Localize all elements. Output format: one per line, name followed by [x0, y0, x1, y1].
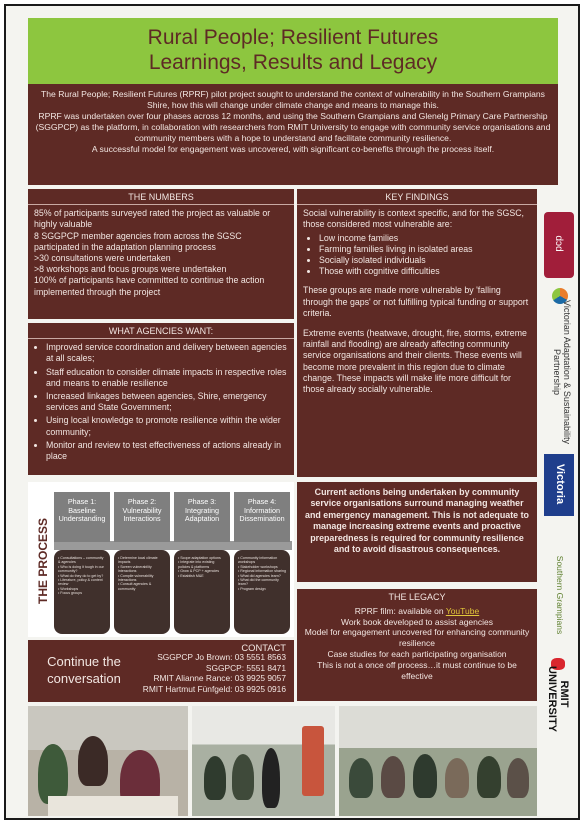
phase-item: • Who is doing it tough in our community?: [58, 565, 106, 574]
phase-1-header: Phase 1: Baseline Understanding: [54, 492, 110, 542]
phase-1-body: [54, 550, 110, 634]
phase-item: • Literature, policy & context review: [58, 578, 106, 587]
vulnerable-groups-list: [303, 233, 531, 278]
legacy-item: Work book developed to assist agencies: [341, 616, 493, 627]
phase-item: • Consultations – community & agencies: [58, 556, 106, 565]
findings-paragraph: Extreme events (heatwave, drought, fire, storms, extreme rainfall and flooding) are already affecting community service organisations and their clients. These events will become more prevalent in this region due to climate change. These impacts will make life more difficult for those already socially vulnerable.: [303, 328, 527, 395]
phase-2-body: [114, 550, 170, 634]
intro-paragraph: A successful model for engagement was uncovered, with significant co-benefits through the process itself.: [91, 144, 495, 154]
contact-heading: CONTACT: [241, 642, 286, 653]
phase-item: • Consult agencies & community: [118, 582, 166, 591]
phase-item: • What did agencies learn?: [238, 574, 286, 578]
phase-item: • Scope adaptation options: [178, 556, 226, 560]
intro-paragraph: The Rural People; Resilient Futures (RPRF) pilot project sought to understand the context of vulnerability in the Southern Grampians Shire, how this will change under climate change and means to manage this.: [41, 89, 545, 110]
phase-3-body: [174, 550, 230, 634]
phase-item: • Regional information sharing: [238, 569, 286, 573]
phase-3-header: Phase 3: Integrating Adaptation: [174, 492, 230, 542]
current-actions-text: Current actions being undertaken by community service organisations surround managing weather and emergency management. This is not adequate to manage increasing extreme events and proactive preparedness is required for community resilience and to avoid disastrous consequences.: [305, 487, 529, 555]
title-line-2: Learnings, Results and Legacy: [148, 51, 438, 74]
victoria-logo: Victoria: [544, 454, 574, 516]
rmit-logo: RMIT UNIVERSITY: [544, 658, 574, 706]
numbers-item: 85% of participants surveyed rated the project as valuable or highly valuable: [34, 208, 271, 230]
legacy-film-line: [303, 606, 531, 617]
numbers-item: >8 workshops and focus groups were undertaken: [34, 264, 227, 275]
agencies-panel: [28, 323, 294, 475]
legacy-item: This is not a once off process…it must continue to be effective: [317, 659, 517, 681]
agencies-item: • Monitor and review to test effectiveness of actions already in place: [46, 440, 288, 462]
phase-item: • Establish M&E: [178, 574, 226, 578]
phase-item: • Determine local climate impacts: [118, 556, 166, 565]
pcp-logo: pcp: [544, 212, 574, 278]
agencies-item: • Improved service coordination and delivery between agencies at all scales;: [46, 342, 288, 364]
agencies-item: • Using local knowledge to promote resilience within the wider community;: [46, 415, 288, 437]
legacy-item: Case studies for each participating organisation: [327, 648, 507, 659]
contact-line: SGGPCP: 5551 8471: [205, 662, 286, 673]
workshop-photo-1: [28, 706, 188, 816]
vulnerable-group: • Farming families living in isolated areas: [319, 244, 531, 255]
continue-conversation-text: Continue the conversation: [47, 654, 121, 686]
youtube-link[interactable]: YouTube: [445, 605, 480, 616]
contact-panel: [28, 640, 294, 702]
vicas-logo: Victorian Adaptation & Sustainability Partnership: [544, 288, 574, 448]
poster-header: [28, 18, 558, 84]
phase-4-header: Phase 4: Information Dissemination: [234, 492, 290, 542]
contact-lines: [143, 652, 286, 694]
phase-item: • Stakeholder workshops: [238, 565, 286, 569]
agencies-item: • Staff education to consider climate impacts in respective roles and means to enable resilience: [46, 367, 288, 389]
phase-item: • Community information workshops: [238, 556, 286, 565]
numbers-item: 100% of participants have committed to continue the action implemented through the project: [34, 275, 265, 297]
agencies-list: [34, 342, 288, 462]
phase-item: • Program design: [238, 587, 286, 591]
phase-item: • Workshops: [58, 587, 106, 591]
contact-line: RMIT Hartmut Fünfgeld: 03 9925 0916: [142, 683, 286, 694]
legacy-item: Model for engagement uncovered for enhancing community resilience: [304, 627, 530, 649]
title-line-1: Rural People; Resilient Futures: [147, 26, 439, 49]
findings-panel: [297, 189, 537, 477]
southern-grampians-logo: Southern Grampians: [555, 555, 565, 635]
vulnerable-group: • Low income families: [319, 233, 531, 244]
numbers-heading: THE NUMBERS: [28, 192, 294, 205]
phase-item: • What did the community learn?: [238, 578, 286, 587]
process-label-text: THE PROCESS: [36, 518, 50, 605]
agencies-heading: WHAT AGENCIES WANT:: [28, 326, 294, 339]
process-arrow-bar: [54, 541, 292, 550]
findings-paragraph: These groups are made more vulnerable by 'falling through the gaps' or not fulfilling typical funding or support criteria.: [303, 285, 529, 318]
phase-item: • Integrate into existing policies & platforms: [178, 560, 226, 569]
workshop-photo-2: [192, 706, 335, 816]
process-diagram: [28, 482, 294, 637]
numbers-panel: [28, 189, 294, 319]
process-label: [32, 502, 48, 622]
phase-item: • Compile vulnerability interactions: [118, 574, 166, 583]
phase-item: • Focus groups: [58, 591, 106, 595]
numbers-item: >30 consultations were undertaken: [34, 253, 171, 264]
findings-heading: KEY FINDINGS: [297, 192, 537, 205]
phase-item: • Grow & PCP + agencies: [178, 569, 226, 573]
legacy-film-text: RPRF film: available on: [354, 605, 446, 616]
partner-logos: [540, 196, 578, 733]
workshop-photo-3: [339, 706, 537, 816]
contact-line: SGGPCP Jo Brown: 03 5551 8563: [157, 652, 286, 662]
intro-paragraph: RPRF was undertaken over four phases across 12 months, and using the Southern Grampians and Glenelg Primary Care Partnership (SGGPCP) as the platform, in collaboration with researchers from RMIT University to engage with community service organisations and community members with a hope to understand and facilitate community resilience.: [35, 111, 551, 143]
poster-title: [28, 18, 558, 75]
vulnerable-group: • Socially isolated individuals: [319, 255, 531, 266]
phase-2-header: Phase 2: Vulnerability Interactions: [114, 492, 170, 542]
findings-intro: Social vulnerability is context specific, and for the SGSC, those considered most vulnerable are:: [303, 208, 525, 230]
current-actions-panel: [297, 482, 537, 582]
poster: [4, 4, 580, 820]
agencies-item: • Increased linkages between agencies, Shire, emergency services and State Government;: [46, 391, 288, 413]
contact-line: RMIT Alianne Rance: 03 9925 9057: [153, 673, 286, 684]
vulnerable-group: • Those with cognitive difficulties: [319, 266, 531, 277]
phase-4-body: [234, 550, 290, 634]
intro-panel: [28, 84, 558, 185]
phase-item: • Screen vulnerability interactions: [118, 565, 166, 574]
numbers-item: 8 SGGPCP member agencies from across the SGSC participated in the adaptation planning process: [34, 230, 242, 252]
legacy-panel: [297, 589, 537, 701]
phase-item: • What do they do to get by?: [58, 574, 106, 578]
legacy-heading: THE LEGACY: [388, 592, 446, 602]
